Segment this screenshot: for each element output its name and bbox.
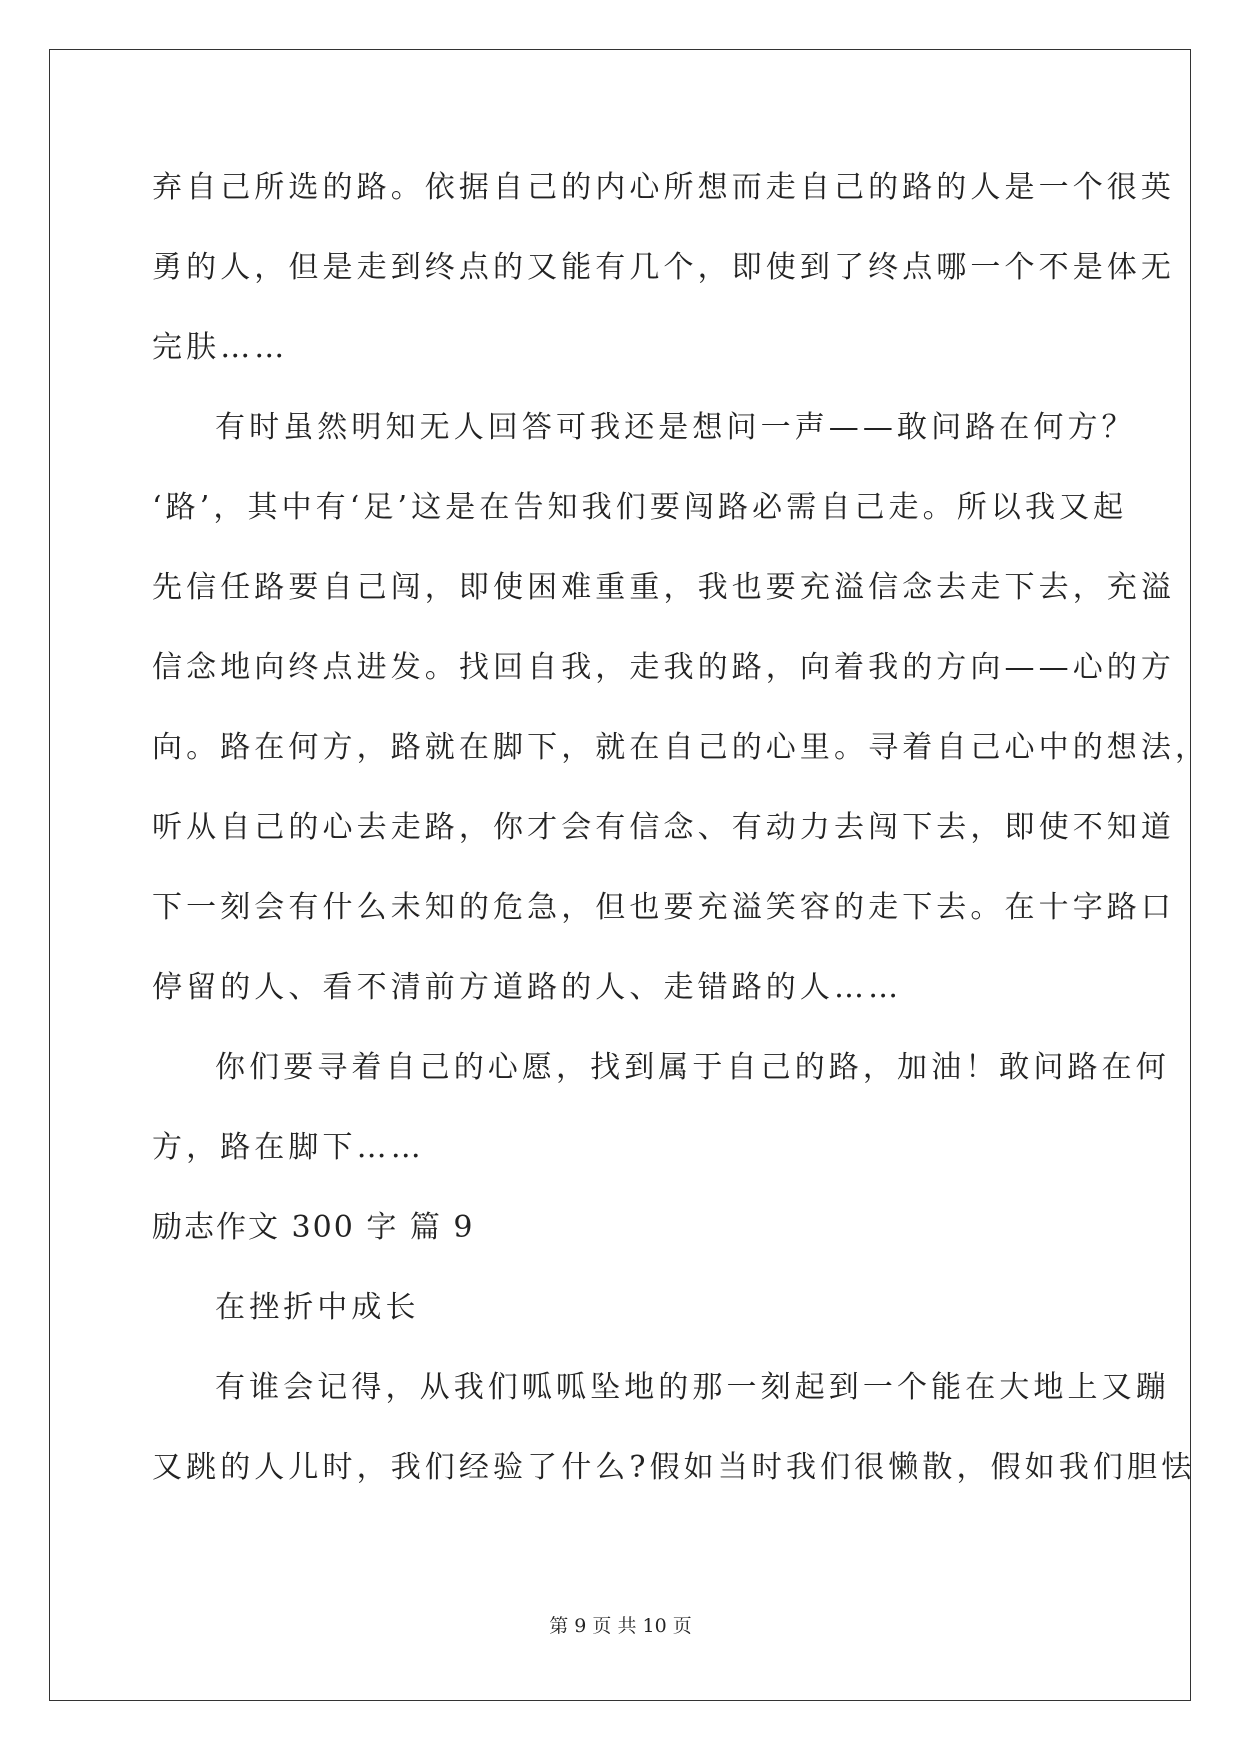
text-line: 有谁会记得，从我们呱呱坠地的那一刻起到一个能在大地上又蹦 xyxy=(215,1370,1170,1405)
text-line: 下一刻会有什么未知的危急，但也要充溢笑容的走下去。在十字路口 xyxy=(152,890,1175,925)
text-line: ‘路’，其中有‘足’这是在告知我们要闯路必需自己走。所以我又起 xyxy=(152,490,1128,525)
text-line: 方，路在脚下…… xyxy=(152,1130,425,1165)
section-heading: 励志作文 300 字 篇 9 xyxy=(152,1210,475,1245)
text-line: 完肤…… xyxy=(152,330,289,365)
text-line: 弃自己所选的路。依据自己的内心所想而走自己的路的人是一个很英 xyxy=(152,170,1175,205)
text-line: 先信任路要自己闯，即使困难重重，我也要充溢信念去走下去，充溢 xyxy=(152,570,1175,605)
paragraph xyxy=(152,1040,1170,1200)
text-line: 有时虽然明知无人回答可我还是想问一声——敢问路在何方？ xyxy=(215,410,1136,445)
text-line: 勇的人，但是走到终点的又能有几个，即使到了终点哪一个不是体无 xyxy=(152,250,1175,285)
text-line: 向。路在何方，路就在脚下，就在自己的心里。寻着自己心中的想法， xyxy=(152,730,1210,765)
text-line: 听从自己的心去走路，你才会有信念、有动力去闯下去，即使不知道 xyxy=(152,810,1175,845)
text-line: 停留的人、看不清前方道路的人、走错路的人…… xyxy=(152,970,903,1005)
page-footer: 第 9 页 共 10 页 xyxy=(549,1615,692,1637)
document-body xyxy=(152,160,1210,1520)
text-line: 你们要寻着自己的心愿，找到属于自己的路，加油！敢问路在何 xyxy=(215,1050,1170,1085)
text-line: 信念地向终点进发。找回自我，走我的路，向着我的方向——心的方 xyxy=(152,650,1175,685)
paragraph xyxy=(152,1360,1196,1520)
paragraph xyxy=(152,400,1210,1040)
text-line: 又跳的人儿时，我们经验了什么?假如当时我们很懒散，假如我们胆怯 xyxy=(152,1450,1196,1485)
paragraph xyxy=(152,160,1175,400)
essay-title: 在挫折中成长 xyxy=(215,1290,420,1325)
